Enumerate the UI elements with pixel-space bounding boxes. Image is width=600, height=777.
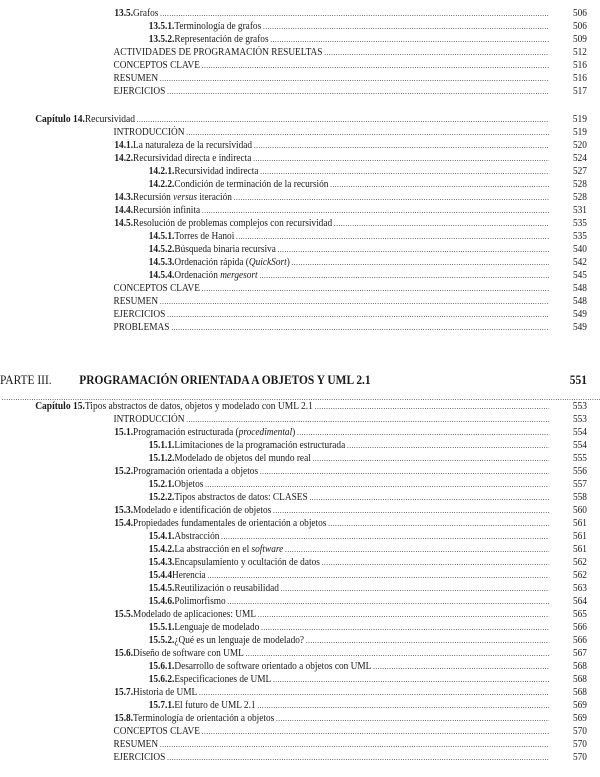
section-title: El futuro de UML 2.1 [174, 700, 256, 711]
section-number: 14.5. [114, 218, 134, 229]
page-number: 555 [572, 453, 587, 464]
page-number: 535 [572, 231, 587, 242]
page-number: 561 [572, 544, 587, 555]
section-title: Historia de UML [133, 687, 198, 698]
dot-leader [186, 126, 549, 139]
section-number: 15.4.4 [148, 570, 173, 581]
dot-leader [276, 712, 549, 725]
page-number: 517 [572, 86, 587, 97]
toc-chapter [0, 113, 587, 126]
page-number: 516 [572, 73, 587, 84]
section-number: 15.1. [114, 427, 134, 438]
section-number: 15.5. [114, 609, 134, 620]
toc-entry [0, 530, 587, 543]
section-title: EJERCICIOS [113, 86, 166, 97]
dot-leader [171, 321, 549, 334]
dot-leader [334, 217, 549, 230]
section-number: 15.4.5. [148, 583, 175, 594]
dot-leader [202, 282, 549, 295]
section-title: Tipos abstractos de datos, objetos y modelado con UML 2.1 [84, 400, 313, 412]
section-title: RESUMEN [113, 739, 159, 750]
toc-entry [0, 165, 587, 178]
toc-entry [0, 20, 587, 33]
page-number: 570 [572, 739, 587, 750]
section-title: Grafos [133, 8, 159, 19]
toc-entry [0, 699, 587, 712]
dot-leader [160, 7, 549, 20]
section-number: 15.1.2. [148, 453, 175, 464]
dot-leader [347, 439, 549, 452]
section-title: Ordenación rápida (QuickSort) [174, 257, 290, 268]
section-title: CONCEPTOS CLAVE [113, 60, 200, 71]
page-number: 506 [572, 21, 587, 32]
dot-leader [227, 595, 549, 608]
page-number: 562 [572, 570, 587, 581]
section-number: 15.4.1. [148, 531, 175, 542]
toc-entry [0, 465, 587, 478]
page-number: 565 [572, 609, 587, 620]
section-title: Modelado de objetos del mundo real [174, 453, 311, 464]
toc-entry [0, 608, 587, 621]
toc-entry [0, 308, 587, 321]
section-title: Programación estructurada (procedimental) [133, 427, 296, 438]
section-number: 14.5.2. [148, 244, 175, 255]
dot-leader [373, 660, 549, 673]
dot-leader [281, 582, 549, 595]
toc-entry [0, 126, 587, 139]
toc-chapter [0, 400, 587, 413]
section-title: Búsqueda binaria recursiva [174, 244, 276, 255]
section-title: Modelado e identificación de objetos [133, 505, 272, 516]
section-title: RESUMEN [113, 296, 159, 307]
section-title: Desarrollo de software orientado a objetos con UML [174, 661, 372, 672]
toc-entry [0, 660, 587, 673]
section-number: 14.1. [114, 140, 134, 151]
dot-leader [263, 20, 549, 33]
dot-leader [309, 491, 549, 504]
section-title: Propiedades fundamentales de orientación a objetos [133, 518, 327, 529]
section-number: 15.2. [114, 466, 134, 477]
section-title: Limitaciones de la programación estructurada [174, 440, 346, 451]
dot-leader [167, 751, 549, 764]
toc-entry [0, 725, 587, 738]
toc-entry [0, 647, 587, 660]
page-number: 519 [572, 127, 587, 138]
section-number: 14.4. [114, 205, 134, 216]
toc-entry [0, 7, 587, 20]
toc-entry [0, 517, 587, 530]
section-number: 13.5.2. [148, 34, 175, 45]
page-number: 557 [572, 479, 587, 490]
toc-entry [0, 217, 587, 230]
dot-leader [306, 634, 549, 647]
section-title: CONCEPTOS CLAVE [113, 283, 200, 294]
dot-leader [167, 85, 549, 98]
dot-leader [160, 295, 549, 308]
toc-entry [0, 282, 587, 295]
section-number: 13.5. [114, 8, 134, 19]
dot-leader [257, 699, 549, 712]
section-title: ACTIVIDADES DE PROGRAMACIÓN RESUELTAS [113, 47, 323, 58]
section-title: Especificaciones de UML [174, 674, 272, 685]
toc-part-heading [0, 372, 587, 388]
page-number: 512 [572, 47, 587, 58]
page-number: 506 [572, 8, 587, 19]
section-number: 14.5.4. [148, 270, 175, 281]
dot-leader [202, 59, 549, 72]
section-title: PROGRAMACIÓN ORIENTADA A OBJETOS Y UML 2.1 [79, 372, 371, 387]
section-number: 14.5.3. [148, 257, 175, 268]
dot-leader [205, 478, 549, 491]
toc-entry [0, 85, 587, 98]
section-title: La naturaleza de la recursividad [133, 140, 253, 151]
page-number: 528 [572, 179, 587, 190]
section-title: INTRODUCCIÓN [113, 414, 185, 425]
dot-leader [292, 256, 550, 269]
page-number: 568 [572, 661, 587, 672]
page-number: 554 [572, 427, 587, 438]
page-number: 527 [572, 166, 587, 177]
section-title: Ordenación mergesort [174, 270, 258, 281]
section-title: CONCEPTOS CLAVE [113, 726, 200, 737]
section-title: Terminología de grafos [174, 21, 262, 32]
section-number: 15.7.1. [148, 700, 175, 711]
dot-leader [324, 46, 549, 59]
page-number: 553 [572, 414, 587, 425]
section-title: Modelado de aplicaciones: UML [133, 609, 257, 620]
page-number: 570 [572, 752, 587, 763]
section-title: Lenguaje de modelado [174, 622, 260, 633]
section-number: Capítulo 15. [35, 400, 85, 412]
dot-leader [186, 413, 549, 426]
toc-entry [0, 673, 587, 686]
section-title: EJERCICIOS [113, 752, 166, 763]
section-title: Encapsulamiento y ocultación de datos [174, 557, 320, 568]
section-number: 15.8. [114, 713, 134, 724]
section-title: Tipos abstractos de datos: CLASES [174, 492, 308, 503]
toc-entry [0, 738, 587, 751]
page-number: 566 [572, 622, 587, 633]
dot-leader [160, 738, 549, 751]
section-title: Condición de terminación de la recursión [174, 179, 329, 190]
section-number: 14.2.1. [148, 166, 175, 177]
section-title: Resolución de problemas complejos con recursividad [133, 218, 333, 229]
toc-entry [0, 504, 587, 517]
page-number: 568 [572, 687, 587, 698]
section-title: Recursión versus iteración [133, 192, 232, 203]
section-title: Recursividad indirecta [174, 166, 259, 177]
dot-leader [258, 608, 549, 621]
page-number: 556 [572, 466, 587, 477]
dot-leader [202, 204, 549, 217]
page-number: 554 [572, 440, 587, 451]
page-number: 560 [572, 505, 587, 516]
section-number: 15.2.1. [148, 479, 175, 490]
section-title: ¿Qué es un lenguaje de modelado? [174, 635, 305, 646]
dot-leader [167, 308, 549, 321]
toc-entry [0, 712, 587, 725]
section-number: 15.6.1. [148, 661, 175, 672]
dot-leader [137, 113, 549, 126]
section-number: 15.6.2. [148, 674, 175, 685]
section-number: 13.5.1. [148, 21, 175, 32]
toc-entry [0, 478, 587, 491]
dot-leader [315, 400, 549, 413]
section-title: La abstracción en el software [174, 544, 284, 555]
toc-entry [0, 491, 587, 504]
page-number: 569 [572, 700, 587, 711]
page-number: 524 [572, 153, 587, 164]
toc-entry [0, 556, 587, 569]
page-number: 520 [572, 140, 587, 151]
page-number: 548 [572, 283, 587, 294]
page-number: 516 [572, 60, 587, 71]
section-title: Polimorfismo [174, 596, 226, 607]
page-number: 551 [569, 372, 587, 387]
dot-leader [221, 530, 549, 543]
toc-entry [0, 439, 587, 452]
dot-leader [260, 165, 549, 178]
page-number: 563 [572, 583, 587, 594]
toc-entry [0, 256, 587, 269]
page-number: 519 [572, 113, 587, 125]
toc-entry [0, 426, 587, 439]
dot-leader [260, 465, 549, 478]
dot-leader [270, 33, 549, 46]
toc-entry [0, 569, 587, 582]
toc-entry [0, 595, 587, 608]
section-number: 15.7. [114, 687, 134, 698]
toc-entry [0, 751, 587, 764]
page-number: 562 [572, 557, 587, 568]
section-title: RESUMEN [113, 73, 159, 84]
section-title: Diseño de software con UML [133, 648, 244, 659]
dot-leader [236, 230, 549, 243]
section-number: 15.5.1. [148, 622, 175, 633]
dot-leader [202, 725, 549, 738]
toc-entry [0, 452, 587, 465]
section-title: Torres de Hanoi [174, 231, 235, 242]
toc-entry [0, 72, 587, 85]
page-number: 566 [572, 635, 587, 646]
section-number: 14.5.1. [148, 231, 175, 242]
section-number: 15.4.6. [148, 596, 175, 607]
toc-entry [0, 191, 587, 204]
page-number: 561 [572, 518, 587, 529]
page-number: 568 [572, 674, 587, 685]
section-number: 15.5.2. [148, 635, 175, 646]
dot-leader [160, 72, 549, 85]
page-number: 549 [572, 322, 587, 333]
section-title: Abstracción [174, 531, 220, 542]
toc-entry [0, 46, 587, 59]
section-title: Recursión infinita [133, 205, 201, 216]
toc-entry [0, 269, 587, 282]
section-title: Recursividad [84, 113, 135, 125]
dot-leader [330, 178, 549, 191]
page-number: 542 [572, 257, 587, 268]
section-title: Representación de grafos [174, 34, 269, 45]
section-number: 15.4.3. [148, 557, 175, 568]
page-number: 535 [572, 218, 587, 229]
section-number: 14.2. [114, 153, 134, 164]
section-number: PARTE III. [0, 372, 52, 387]
toc-entry [0, 413, 587, 426]
page-number: 567 [572, 648, 587, 659]
toc-entry [0, 204, 587, 217]
section-title: Terminología de orientación a objetos [133, 713, 275, 724]
section-number: Capítulo 14. [35, 113, 85, 125]
dot-leader [328, 517, 549, 530]
toc-entry [0, 295, 587, 308]
section-title: Programación orientada a objetos [133, 466, 259, 477]
toc-entry [0, 243, 587, 256]
section-title: Objetos [174, 479, 204, 490]
section-title: INTRODUCCIÓN [113, 127, 185, 138]
section-title: EJERCICIOS [113, 309, 166, 320]
toc-entry [0, 686, 587, 699]
section-title: PROBLEMAS [113, 322, 170, 333]
page-number: 528 [572, 192, 587, 203]
page-number: 548 [572, 296, 587, 307]
page-number: 549 [572, 309, 587, 320]
dot-leader [313, 452, 550, 465]
dot-leader [199, 686, 549, 699]
page-number: 569 [572, 713, 587, 724]
toc-entry [0, 59, 587, 72]
toc-entry [0, 230, 587, 243]
dot-leader [234, 191, 549, 204]
page-number: 558 [572, 492, 587, 503]
section-number: 14.3. [114, 192, 134, 203]
toc-entry [0, 321, 587, 334]
dot-leader [297, 426, 549, 439]
toc-entry [0, 178, 587, 191]
section-number: 15.3. [114, 505, 134, 516]
toc-entry [0, 543, 587, 556]
dot-leader [246, 647, 550, 660]
toc-entry [0, 33, 587, 46]
toc-entry [0, 634, 587, 647]
section-title: Herencia [172, 570, 206, 581]
dot-leader [278, 243, 550, 256]
toc-entry [0, 582, 587, 595]
dot-leader [259, 269, 549, 282]
dot-leader [253, 152, 549, 165]
toc-entry [0, 152, 587, 165]
section-number: 15.4.2. [148, 544, 175, 555]
section-number: 15.6. [114, 648, 134, 659]
toc-entry [0, 139, 587, 152]
page-number: 531 [572, 205, 587, 216]
section-number: 15.4. [114, 518, 134, 529]
dot-leader [285, 543, 549, 556]
dot-leader [207, 569, 549, 582]
section-number: 15.1.1. [148, 440, 175, 451]
section-number: 14.2.2. [148, 179, 175, 190]
section-title: Reutilización o reusabilidad [174, 583, 279, 594]
dot-leader [322, 556, 549, 569]
page-number: 545 [572, 270, 587, 281]
dot-leader [273, 504, 549, 517]
page-number: 570 [572, 726, 587, 737]
section-number: 15.2.2. [148, 492, 175, 503]
page-number: 553 [572, 400, 587, 412]
page-number: 564 [572, 596, 587, 607]
toc-entry [0, 621, 587, 634]
section-title: Recursividad directa e indirecta [133, 153, 252, 164]
dot-leader [261, 621, 549, 634]
page-number: 561 [572, 531, 587, 542]
dot-leader [273, 673, 549, 686]
page-number: 509 [572, 34, 587, 45]
dot-leader [254, 139, 549, 152]
page-number: 540 [572, 244, 587, 255]
